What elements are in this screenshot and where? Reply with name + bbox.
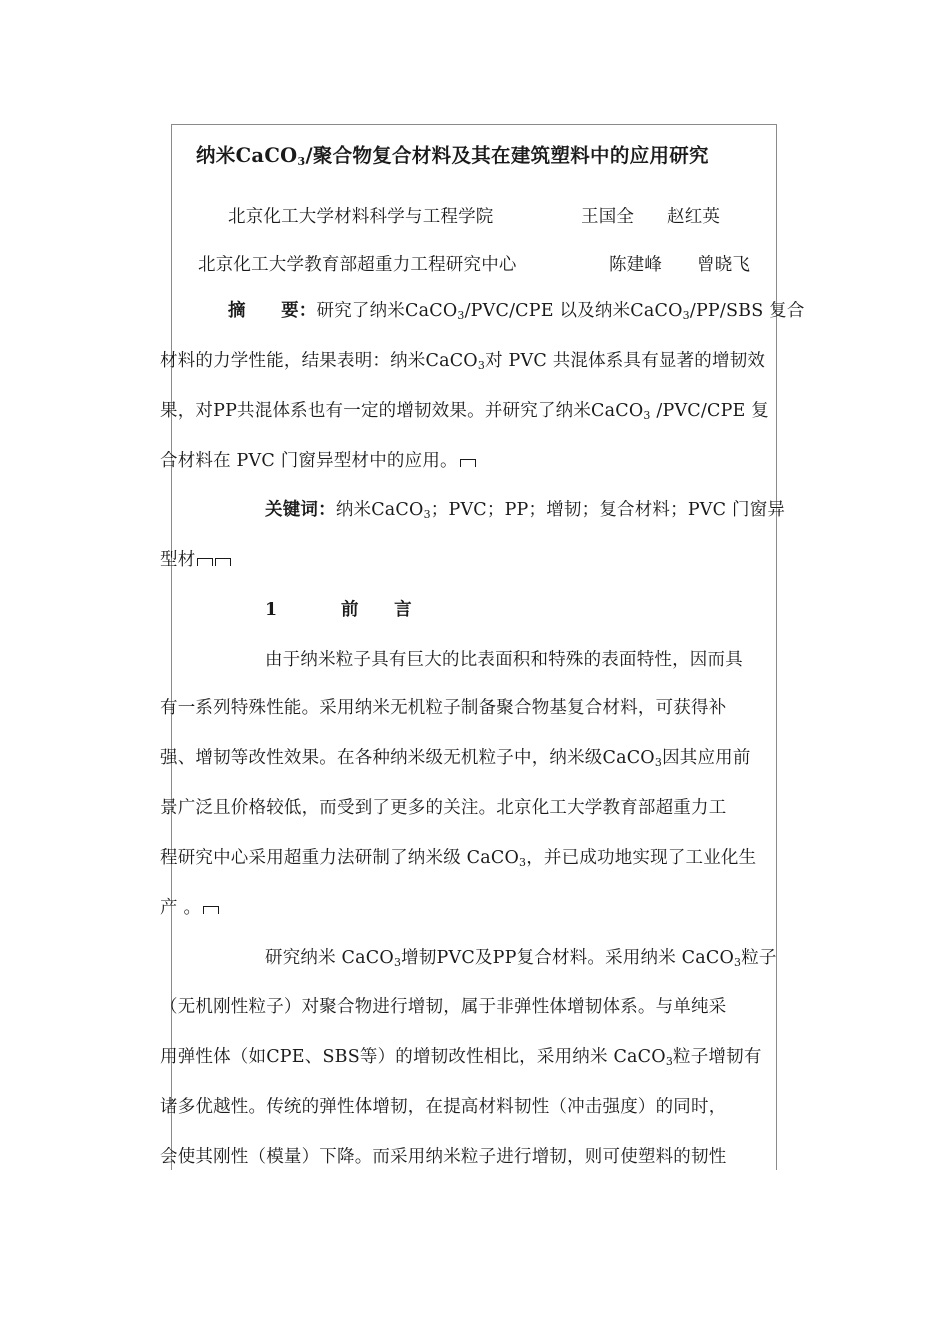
section-number: 1 (265, 600, 278, 620)
abstract-line-4: 合材料在 PVC 门窗异型材中的应用。 (160, 449, 476, 473)
author-1: 王国全 (581, 207, 635, 227)
para2-line-5: 会使其刚性（模量）下降。而采用纳米粒子进行增韧，则可使塑料的韧性 (160, 1147, 727, 1167)
para1-line-1: 由于纳米粒子具有巨大的比表面积和特殊的表面特性，因而具 (265, 650, 743, 670)
edit-mark-icon (215, 558, 231, 566)
author-3: 陈建峰 (609, 255, 663, 275)
edit-mark-icon (197, 558, 213, 566)
abstract-line-3: 果，对PP共混体系也有一定的增韧效果。并研究了纳米CaCO$_3$ /PVC/CPE 复 (160, 401, 769, 422)
para1-line-6: 产 。 (160, 896, 219, 920)
author-4: 曾晓飞 (697, 255, 751, 275)
para2-line-4: 诸多优越性。传统的弹性体增韧，在提高材料韧性（冲击强度）的同时， (160, 1097, 727, 1117)
para1-line-5: 程研究中心采用超重力法研制了纳米级 CaCO$_3$，并已成功地实现了工业化生 (160, 848, 757, 869)
affiliation-2 (198, 253, 517, 277)
author-2: 赵红英 (667, 207, 721, 227)
affiliation-org: 北京化工大学材料科学与工程学院 (228, 207, 494, 227)
abstract-line-1: 摘 要：研究了纳米CaCO$_3$/PVC/CPE 以及纳米CaCO$_3$/PP/SBS 复合 (228, 301, 805, 322)
para1-line-2: 有一系列特殊性能。采用纳米无机粒子制备聚合物基复合材料，可获得补 (160, 698, 727, 718)
edit-mark-icon (460, 459, 476, 467)
para2-line-2: （无机刚性粒子）对聚合物进行增韧，属于非弹性体增韧体系。与单纯采 (160, 997, 727, 1017)
affiliation-1 (228, 205, 494, 229)
abstract-label: 摘 要： (228, 301, 317, 321)
paper-title: 纳米CaCO$_3$/聚合物复合材料及其在建筑塑料中的应用研究 (196, 144, 709, 168)
keywords-line-2: 型材 (160, 548, 231, 572)
edit-mark-icon (203, 906, 219, 914)
abstract-line-2: 材料的力学性能，结果表明：纳米CaCO$_3$对 PVC 共混体系具有显著的增韧效 (160, 351, 766, 372)
affiliation-org: 北京化工大学教育部超重力工程研究中心 (198, 255, 517, 275)
section-title: 前 言 (341, 600, 412, 620)
para2-line-3: 用弹性体（如CPE、SBS等）的增韧改性相比，采用纳米 CaCO$_3$粒子增韧有 (160, 1047, 762, 1068)
keywords-line-1: 关键词：纳米CaCO$_3$；PVC；PP；增韧；复合材料；PVC 门窗异 (265, 500, 786, 521)
para1-line-3: 强、增韧等改性效果。在各种纳米级无机粒子中，纳米级CaCO$_3$因其应用前 (160, 748, 751, 769)
keywords-label: 关键词： (265, 500, 336, 520)
para1-line-4: 景广泛且价格较低，而受到了更多的关注。北京化工大学教育部超重力工 (160, 798, 727, 818)
para2-line-1: 研究纳米 CaCO$_3$增韧PVC及PP复合材料。采用纳米 CaCO$_3$粒子 (265, 948, 777, 969)
